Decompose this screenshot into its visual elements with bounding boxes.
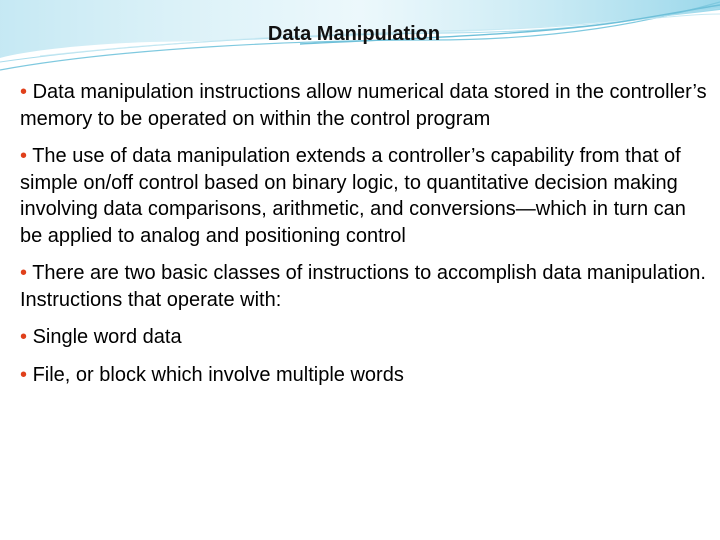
bullet-text: There are two basic classes of instructions to accomplish data manipulation. Instructions that operate with: bbox=[20, 262, 706, 311]
bullet-item bbox=[20, 324, 710, 351]
bullet-marker: • bbox=[20, 262, 28, 284]
bullet-marker: • bbox=[20, 145, 28, 167]
bullet-marker: • bbox=[20, 81, 28, 103]
bullet-item bbox=[20, 362, 710, 389]
bullet-text: File, or block which involve multiple words bbox=[32, 363, 404, 386]
bullet-item bbox=[20, 143, 710, 249]
bullet-marker: • bbox=[20, 363, 28, 386]
bullet-list bbox=[20, 79, 710, 399]
bullet-text: Single word data bbox=[32, 326, 182, 348]
bullet-text: Data manipulation instructions allow numerical data stored in the controller’s memory to be operated on within the control program bbox=[20, 81, 707, 130]
bullet-text: The use of data manipulation extends a controller’s capability from that of simple on/off control based on binary logic, to quantitative decision making involving data comparisons, arithmetic, and conversions—which in turn can be applied to analog and positioning control bbox=[20, 145, 686, 247]
bullet-item bbox=[20, 79, 710, 132]
bullet-marker: • bbox=[20, 326, 28, 348]
slide-title: Data Manipulation bbox=[267, 23, 441, 45]
bullet-item bbox=[20, 260, 710, 313]
